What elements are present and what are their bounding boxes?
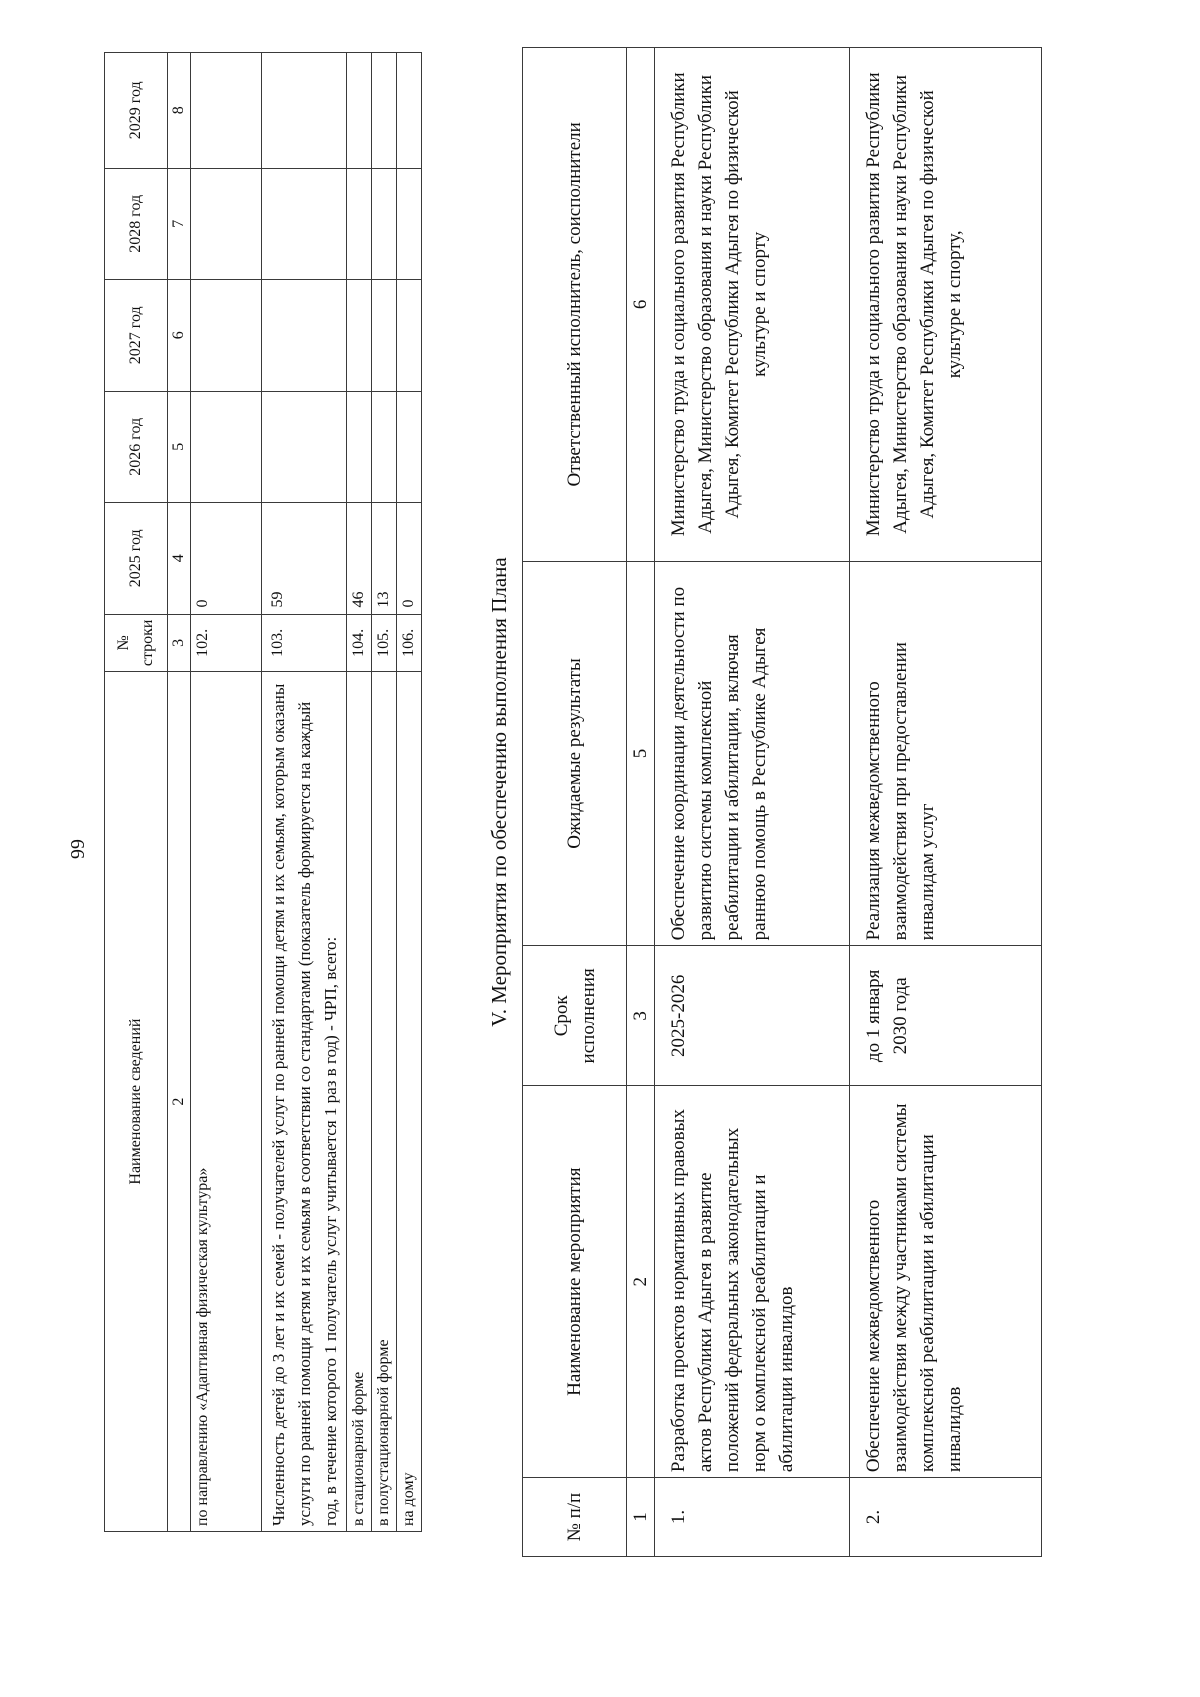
value-2025: 0 — [397, 503, 422, 615]
column-number: 3 — [168, 614, 191, 672]
column-number: 2 — [627, 1086, 655, 1478]
value-2028 — [372, 168, 397, 280]
indicator-name: по направлению «Адаптивная физическая культура» — [191, 672, 262, 1532]
measure-executor: Министерство труда и социального развития Республики Адыгея, Министерство образования и науки Республики Адыгея, Комитет Республики Адыгея по физической культуре и спорту, — [850, 48, 1042, 562]
table-row — [347, 53, 372, 1532]
column-number: 4 — [168, 503, 191, 615]
value-2028 — [191, 168, 262, 280]
value-2027 — [262, 280, 347, 392]
table-row — [191, 53, 262, 1532]
row-number: 104. — [347, 614, 372, 672]
table-row — [655, 48, 850, 1557]
header-cell: Наименование мероприятия — [523, 1086, 627, 1478]
value-2025: 13 — [372, 503, 397, 615]
column-number: 6 — [168, 280, 191, 392]
column-number-row — [627, 48, 655, 1557]
measure-executor: Министерство труда и социального развития Республики Адыгея, Министерство образования и науки Республики Адыгея, Комитет Республики Адыгея по физической культуре и спорту — [655, 48, 850, 562]
value-2028 — [262, 168, 347, 280]
header-cell: Ожидаемые результаты — [523, 561, 627, 946]
value-2026 — [262, 391, 347, 503]
column-number-row — [168, 53, 191, 1532]
item-number: 2. — [850, 1478, 1042, 1557]
value-2025: 59 — [262, 503, 347, 615]
table-row — [397, 53, 422, 1532]
value-2029 — [397, 53, 422, 169]
measure-term: до 1 января 2030 года — [850, 946, 1042, 1086]
header-cell: 2029 год — [105, 53, 168, 169]
table-row — [372, 53, 397, 1532]
indicator-name: в стационарной форме — [347, 672, 372, 1532]
value-2026 — [347, 391, 372, 503]
header-cell: 2025 год — [105, 503, 168, 615]
value-2027 — [191, 280, 262, 392]
column-number: 5 — [168, 391, 191, 503]
measure-result: Реализация межведомственного взаимодействия при предоставлении инвалидам услуг — [850, 561, 1042, 946]
column-number: 6 — [627, 48, 655, 562]
indicators-table — [104, 52, 422, 1532]
measures-table — [522, 47, 1042, 1557]
value-2025: 46 — [347, 503, 372, 615]
item-number: 1. — [655, 1478, 850, 1557]
value-2029 — [347, 53, 372, 169]
indicator-name: Численность детей до 3 лет и их семей - получателей услуг по ранней помощи детям и их семьям, которым оказаны услуги по ранней помощи детям и их семьям в соответствии со стандартами (показатель формируется на каждый год, в течение которого 1 получатель услуг учитывается 1 раз в год) - ЧРП, всего: — [262, 672, 347, 1532]
value-2027 — [347, 280, 372, 392]
header-cell: 2028 год — [105, 168, 168, 280]
value-2029 — [372, 53, 397, 169]
header-cell: Ответственный исполнитель, соисполнители — [523, 48, 627, 562]
header-cell: 2027 год — [105, 280, 168, 392]
header-cell: Срок исполнения — [523, 946, 627, 1086]
row-number: 106. — [397, 614, 422, 672]
value-2028 — [347, 168, 372, 280]
column-number: 3 — [627, 946, 655, 1086]
measure-term: 2025-2026 — [655, 946, 850, 1086]
header-cell: № строки — [105, 614, 168, 672]
table-header-row — [105, 53, 168, 1532]
measure-result: Обеспечение координации деятельности по развитию системы комплексной реабилитации и абилитации, включая раннюю помощь в Республике Адыгея — [655, 561, 850, 946]
column-number: 5 — [627, 561, 655, 946]
measure-name: Обеспечение межведомственного взаимодействия между участниками системы комплексной реабилитации и абилитации инвалидов — [850, 1086, 1042, 1478]
value-2026 — [397, 391, 422, 503]
row-number: 103. — [262, 614, 347, 672]
header-cell: № п/п — [523, 1478, 627, 1557]
value-2025: 0 — [191, 503, 262, 615]
header-cell: 2026 год — [105, 391, 168, 503]
value-2027 — [397, 280, 422, 392]
indicator-name: в полустационарной форме — [372, 672, 397, 1532]
column-number: 1 — [627, 1478, 655, 1557]
value-2026 — [191, 391, 262, 503]
table-row — [262, 53, 347, 1532]
value-2028 — [397, 168, 422, 280]
row-number: 102. — [191, 614, 262, 672]
table-row — [850, 48, 1042, 1557]
indicator-name: на дому — [397, 672, 422, 1532]
column-number: 2 — [168, 672, 191, 1532]
row-number: 105. — [372, 614, 397, 672]
column-number: 8 — [168, 53, 191, 169]
table-header-row — [523, 48, 627, 1557]
section-title: V. Мероприятия по обеспечению выполнения Плана — [487, 557, 511, 1027]
value-2029 — [191, 53, 262, 169]
value-2027 — [372, 280, 397, 392]
header-cell: Наименование сведений — [105, 672, 168, 1532]
value-2029 — [262, 53, 347, 169]
column-number: 7 — [168, 168, 191, 280]
page-number: 66 — [66, 839, 88, 859]
value-2026 — [372, 391, 397, 503]
measure-name: Разработка проектов нормативных правовых актов Республики Адыгея в развитие положений федеральных законодательных норм о комплексной реабилитации и абилитации инвалидов — [655, 1086, 850, 1478]
